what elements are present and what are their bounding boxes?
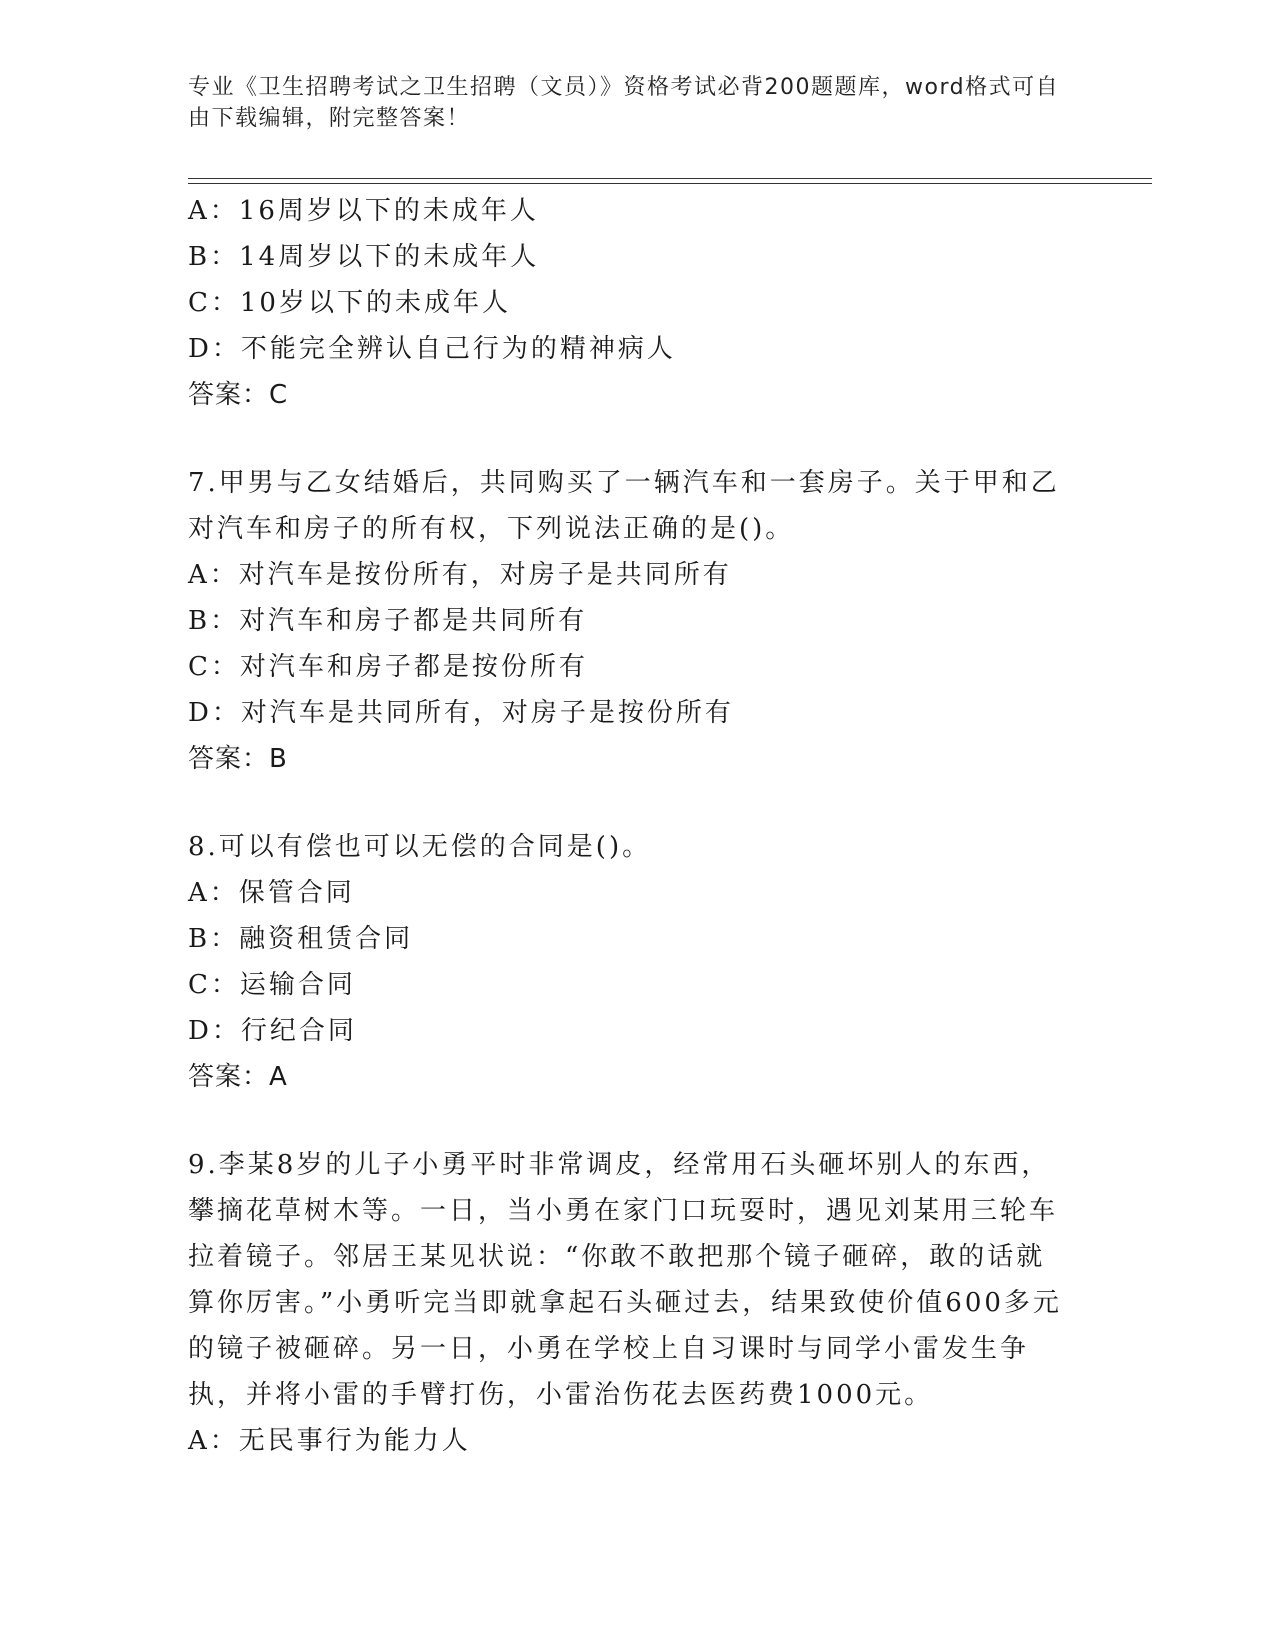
document-header: 专业《卫生招聘考试之卫生招聘（文员）》资格考试必背200题题库，word格式可自由下载编辑，附完整答案！: [188, 75, 1060, 131]
question-6-options: [188, 188, 1068, 418]
option-c: C：运输合同: [188, 970, 356, 1000]
answer-line: 答案：B: [188, 744, 288, 774]
header-divider: [188, 178, 1152, 184]
option-d: D：对汽车是共同所有，对房子是按份所有: [188, 698, 734, 728]
question-stem: 8.可以有偿也可以无偿的合同是()。: [188, 832, 652, 862]
answer-line: 答案：C: [188, 380, 289, 410]
option-b: B：融资租赁合同: [188, 924, 414, 954]
question-content: [188, 188, 1068, 1464]
option-c: C：10岁以下的未成年人: [188, 288, 511, 318]
option-a: A：保管合同: [188, 878, 355, 908]
question-9: [188, 1142, 1068, 1464]
option-a: A：对汽车是按份所有，对房子是共同所有: [188, 560, 732, 590]
question-8: [188, 824, 1068, 1100]
option-b: B：14周岁以下的未成年人: [188, 242, 540, 272]
question-stem: 9.李某8岁的儿子小勇平时非常调皮，经常用石头砸坏别人的东西，攀摘花草树木等。一日，当小勇在家门口玩耍时，遇见刘某用三轮车拉着镜子。邻居王某见状说：“你敢不敢把那个镜子砸碎，敢的话就算你厉害。”小勇听完当即就拿起石头砸过去，结果致使价值600多元的镜子被砸碎。另一日，小勇在学校上自习课时与同学小雷发生争执，并将小雷的手臂打伤，小雷治伤花去医药费1000元。: [188, 1150, 1062, 1410]
question-stem: 7.甲男与乙女结婚后，共同购买了一辆汽车和一套房子。关于甲和乙对汽车和房子的所有权，下列说法正确的是()。: [188, 468, 1060, 544]
option-a: A：无民事行为能力人: [188, 1426, 471, 1456]
option-d: D：行纪合同: [188, 1016, 357, 1046]
option-a: A：16周岁以下的未成年人: [188, 196, 539, 226]
option-d: D：不能完全辨认自己行为的精神病人: [188, 334, 676, 364]
question-7: [188, 460, 1068, 782]
answer-line: 答案：A: [188, 1062, 288, 1092]
option-c: C：对汽车和房子都是按份所有: [188, 652, 588, 682]
option-b: B：对汽车和房子都是共同所有: [188, 606, 588, 636]
